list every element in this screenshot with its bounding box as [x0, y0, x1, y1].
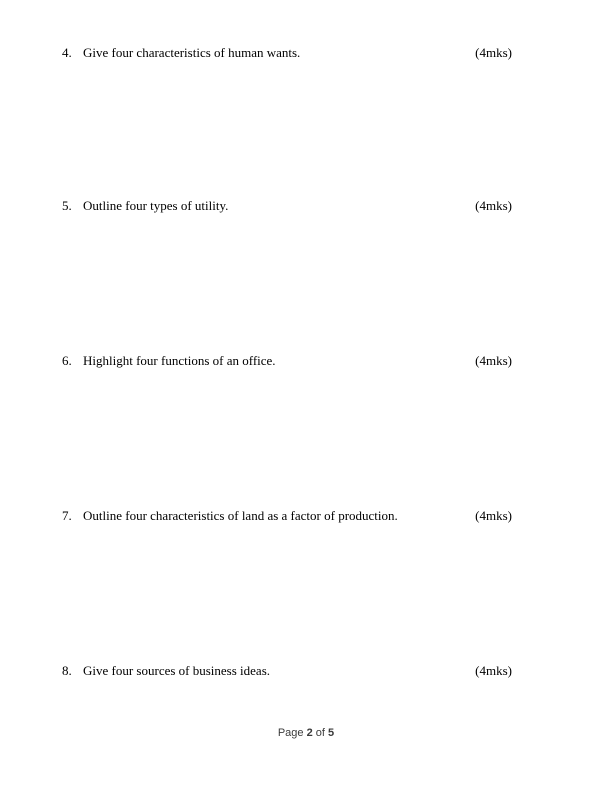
question-row-5 — [62, 198, 512, 214]
question-marks: (4mks) — [475, 353, 512, 368]
question-marks: (4mks) — [475, 508, 512, 523]
question-row-8 — [62, 663, 512, 679]
question-number: 5. — [62, 198, 72, 213]
question-marks: (4mks) — [475, 45, 512, 60]
question-text: Give four characteristics of human wants. — [83, 45, 301, 60]
question-number: 4. — [62, 45, 72, 60]
question-number: 7. — [62, 508, 72, 523]
question-text: Outline four types of utility. — [83, 198, 229, 213]
question-number: 8. — [62, 663, 72, 678]
question-text: Outline four characteristics of land as a factor of production. — [83, 508, 398, 523]
footer-separator: of — [315, 727, 325, 739]
footer-prefix: Page — [277, 727, 304, 739]
question-row-4 — [62, 45, 512, 61]
question-row-7 — [62, 508, 512, 524]
question-marks: (4mks) — [475, 198, 512, 213]
footer-current-page: 2 — [306, 727, 313, 739]
question-text: Give four sources of business ideas. — [83, 663, 271, 678]
footer-total-pages: 5 — [328, 727, 335, 739]
question-marks: (4mks) — [475, 663, 512, 678]
question-number: 6. — [62, 353, 72, 368]
question-text: Highlight four functions of an office. — [83, 353, 276, 368]
page-footer — [0, 726, 612, 740]
question-row-6 — [62, 353, 512, 369]
